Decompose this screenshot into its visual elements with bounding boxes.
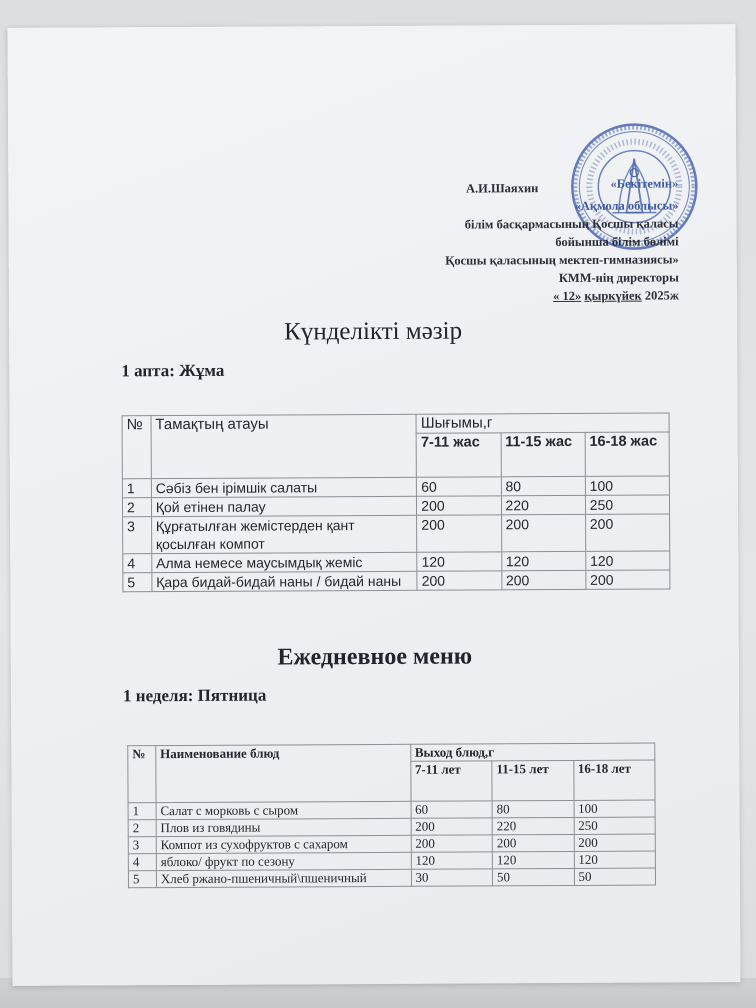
col-age3-header: 16-18 лет: [573, 760, 655, 800]
approval-line-1: білім басқармасының Қосшы қаласы: [464, 216, 679, 232]
col-age3-header: 16-18 жас: [585, 432, 669, 476]
date-day: « 12»: [553, 288, 582, 304]
col-age2-header: 11-15 лет: [492, 760, 574, 800]
week-label-kz: [121, 361, 224, 382]
dish-name: Құрғатылған жемістерден қант қосылған компот: [151, 515, 417, 553]
col-output-header: Выход блюд,г: [410, 743, 655, 761]
dish-name: Қой етінен палау: [151, 496, 417, 516]
portion-age2: 220: [501, 495, 585, 514]
portion-age3: 250: [574, 817, 656, 834]
dish-name: Хлеб ржано-пшеничный\пшеничный: [156, 869, 411, 887]
portion-age3: 250: [585, 495, 669, 514]
portion-age1: 60: [417, 477, 501, 496]
portion-age2: 50: [492, 868, 574, 885]
date-month: қыркүйек: [584, 288, 642, 303]
portion-age2: 80: [501, 476, 585, 495]
row-number: 4: [128, 854, 156, 871]
portion-age1: 120: [417, 552, 501, 571]
dish-name: Салат с морковь с сыром: [156, 801, 411, 819]
portion-age2: 200: [501, 514, 585, 551]
week-number-ru: 1: [122, 686, 132, 706]
col-output-header: Шығымы,г: [416, 413, 669, 433]
row-number: 2: [128, 820, 156, 837]
approval-word: «Бекітемін»: [610, 176, 679, 191]
table-row: [123, 514, 670, 554]
row-number: 1: [128, 803, 156, 820]
portion-age3: 200: [585, 514, 669, 551]
portion-age3: 100: [574, 800, 656, 817]
row-number: 1: [122, 479, 151, 498]
row-number: 4: [123, 554, 152, 573]
portion-age3: 100: [585, 476, 669, 495]
table-row: [123, 570, 670, 592]
portion-age2: 80: [492, 800, 574, 817]
col-age2-header: 11-15 жас: [501, 432, 585, 476]
col-age1-header: 7-11 жас: [416, 433, 500, 477]
week-number-kz: 1: [121, 361, 130, 381]
portion-age2: 120: [501, 551, 585, 570]
title-ru: Ежедневное меню: [277, 643, 473, 671]
dish-name: Компот из сухофруктов с сахаром: [156, 835, 411, 853]
row-number: 5: [128, 871, 156, 888]
week-text-ru: неделя: Пятница: [131, 685, 267, 706]
col-name-header: Тамақтың атауы: [151, 414, 417, 478]
approval-block: [445, 174, 679, 305]
portion-age2: 200: [501, 570, 585, 589]
portion-age2: 200: [492, 834, 574, 851]
title-kz: Күнделікті мәзір: [284, 317, 463, 346]
portion-age3: 120: [585, 551, 669, 570]
portion-age2: 120: [492, 851, 574, 868]
row-number: 2: [122, 498, 151, 517]
portion-age1: 200: [417, 571, 501, 590]
dish-name: Плов из говядины: [156, 818, 411, 836]
portion-age1: 30: [411, 869, 493, 886]
date-year: 2025ж: [641, 288, 679, 303]
portion-age3: 120: [574, 851, 656, 868]
approval-line-4: КММ-нің директоры: [558, 270, 679, 286]
menu-table-ru: [127, 743, 656, 889]
col-num-header: №: [128, 746, 156, 803]
table-row: [128, 868, 655, 888]
portion-age1: 200: [411, 835, 493, 852]
director-name: А.И.Шаяхин: [465, 181, 539, 196]
approval-line-3: Қосшы қаласының мектеп-гимназиясы»: [445, 252, 679, 268]
col-num-header: №: [122, 416, 151, 479]
menu-table-kz: [122, 412, 671, 592]
week-label-ru: [123, 686, 266, 707]
dish-name: яблоко/ фрукт по сезону: [156, 852, 411, 870]
approval-region: «Ақмола облысы»: [574, 198, 679, 213]
week-text-kz: апта: Жұма: [129, 360, 225, 381]
approval-date: [445, 286, 679, 305]
portion-age1: 200: [411, 818, 493, 835]
col-name-header: Наименование блюд: [156, 744, 411, 802]
col-age1-header: 7-11 лет: [410, 761, 492, 801]
dish-name: Қара бидай-бидай наны / бидай наны: [152, 571, 418, 591]
portion-age2: 220: [492, 817, 574, 834]
approval-line-2: бойынша білім бөлімі: [555, 234, 679, 250]
dish-name: Сәбіз бен ірімшік салаты: [151, 477, 417, 497]
row-number: 3: [123, 517, 152, 554]
portion-age1: 200: [417, 515, 501, 552]
menu-sheet: [7, 24, 740, 986]
portion-age3: 200: [574, 834, 656, 851]
portion-age3: 50: [574, 868, 656, 885]
row-number: 5: [123, 573, 152, 592]
dish-name: Алма немесе маусымдық жеміс: [152, 552, 418, 572]
portion-age1: 60: [411, 801, 493, 818]
portion-age3: 200: [586, 570, 670, 589]
portion-age1: 200: [417, 496, 501, 515]
row-number: 3: [128, 837, 156, 854]
portion-age1: 120: [411, 852, 493, 869]
